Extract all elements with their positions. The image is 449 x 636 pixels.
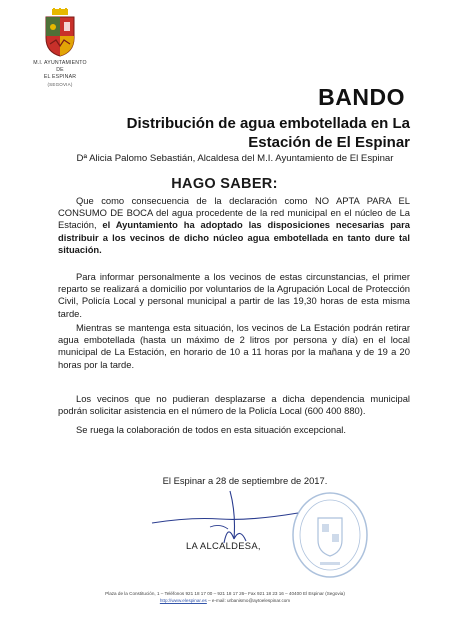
coat-of-arms-icon [42,8,78,58]
author-line: Dª Alicia Palomo Sebastián, Alcaldesa del M.I. Ayuntamiento de El Espinar [76,153,394,164]
footer-address: Plaza de la Constitución, 1 – Teléfonos 921 18 17 00 – 921 18 17 26– Fax 921 18 23 16 – 40400 El Espinar (Segovia) [105,591,345,596]
page-footer [40,591,410,604]
document-title: Distribución de agua embotellada en La Estación de El Espinar [126,115,410,151]
paragraph-4 [58,393,410,417]
municipality-line1: M.I. AYUNTAMIENTO [33,60,87,66]
document-type: BANDO [318,84,405,110]
municipality-line4: (SEGOVIA) [47,82,73,87]
paragraph-2-text: Para informar personalmente a los vecinos de estas circunstancias, el primer reparto se realizará a domicilio por voluntarios de la Agrupación Local de Protección Civil, Policía Local y personal municipal a partir de las 19,30 horas de esta misma tarde. [58,271,410,319]
paragraph-1-bold: el Ayuntamiento ha adoptado las disposiciones necesarias para distribuir a los vecinos de dicho núcleo agua embotellada en tanto dure tal situación. [58,219,410,255]
paragraph-1 [58,195,410,256]
paragraph-1-text: Que como consecuencia de la declaración como NO APTA PARA EL CONSUMO DE BOCA del agua procedente de la red municipal en el núcleo de La Estación, [58,195,410,231]
municipality-line3: EL ESPINAR [43,74,77,80]
paragraph-3 [58,322,410,371]
website-link[interactable]: http://www.elespinar.es [159,597,207,603]
municipality-name [10,60,110,88]
municipality-line2: DE [56,67,64,73]
paragraph-3-text: Mientras se mantenga esta situación, los vecinos de La Estación podrán retirar agua embotellada (hasta un máximo de 2 litros por persona y día) en el local municipal de La Estación, en horario de 10 a 11 horas por la mañana y de 19 a 20 horas por la tarde. [58,322,410,370]
official-stamp-icon [290,490,370,580]
paragraph-2 [58,271,410,320]
paragraph-4-text: Los vecinos que no pudieran desplazarse a dicha dependencia municipal podrán solicitar asistencia en el número de la Policía Local (600 400 880). [58,393,410,417]
signer-title: LA ALCALDESA, [186,540,261,551]
footer-email: – e-mail: urbanismo@aytoelespinar.com [206,597,291,603]
date-line: El Espinar a 28 de septiembre de 2017. [162,475,328,486]
paragraph-5-text: Se ruega la colaboración de todos en esta situación excepcional. [76,424,346,435]
proclamation-heading: HAGO SABER: [171,176,278,192]
paragraph-5 [58,424,408,436]
